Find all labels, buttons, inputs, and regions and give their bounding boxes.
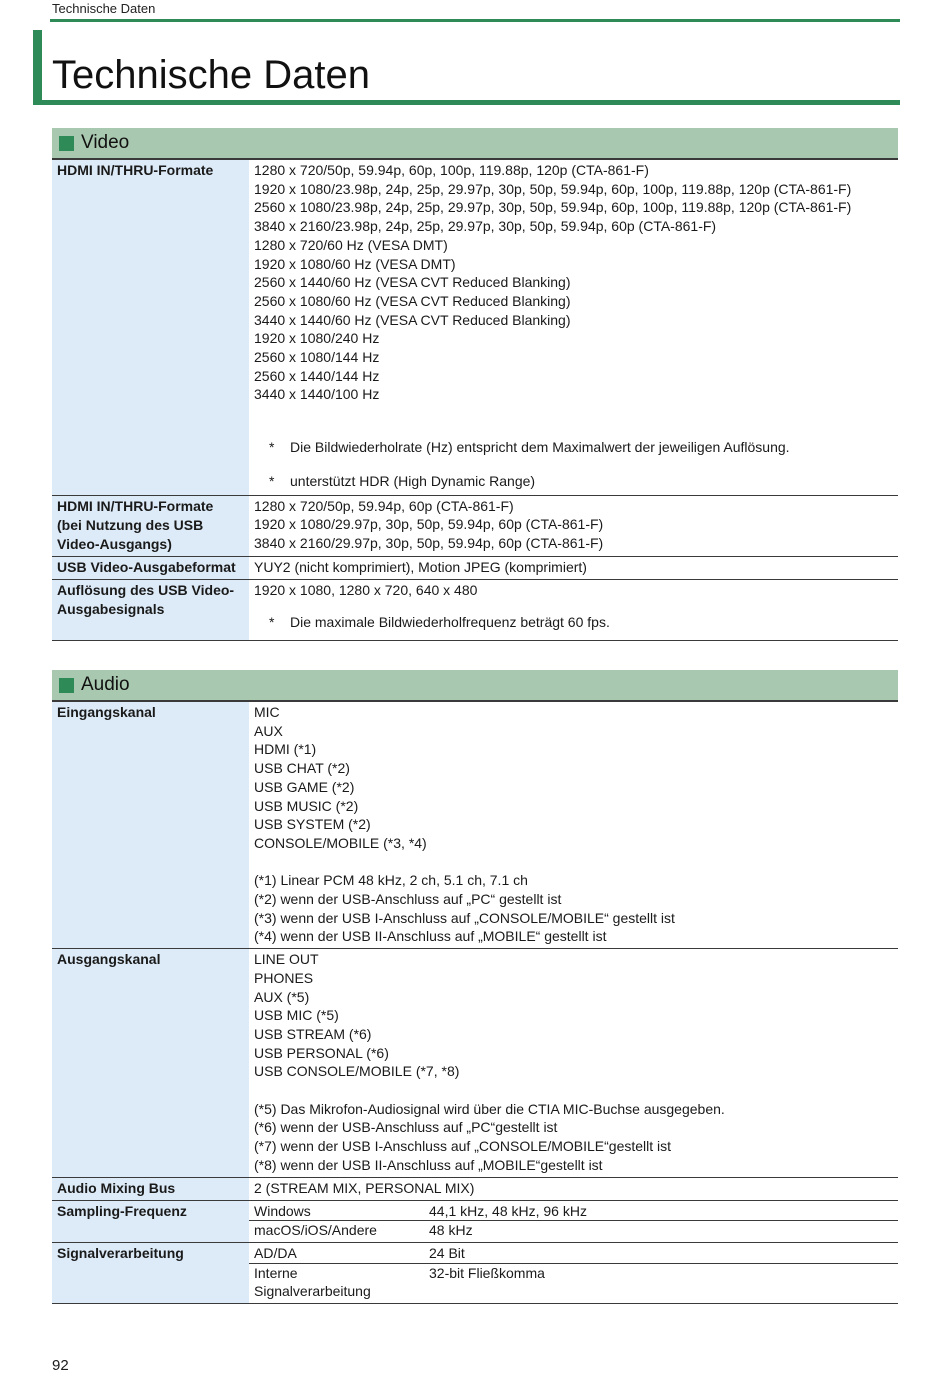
video-heading-text: Video <box>81 132 130 153</box>
format-line: 1280 x 720/50p, 59.94p, 60p (CTA-861-F) <box>254 497 514 514</box>
note <box>254 438 898 457</box>
spec-value: 2 (STREAM MIX, PERSONAL MIX) <box>254 1179 475 1196</box>
footnote: (*5) Das Mikrofon-Audiosignal wird über die CTIA MIC-Buchse ausgegeben. <box>254 1100 725 1117</box>
footnote: (*4) wenn der USB II-Anschluss auf „MOBILE“ gestellt ist <box>254 928 607 945</box>
format-line: 2560 x 1080/23.98p, 24p, 25p, 29.97p, 30p, 50p, 59.94p, 60p, 100p, 119.88p, 120p (CTA-861-F) <box>254 199 852 216</box>
spec-value <box>249 160 898 495</box>
channel-line: PHONES <box>254 969 314 986</box>
spec-row-hdmi-formats <box>52 160 898 496</box>
spec-label: Sampling-Frequenz <box>52 1201 249 1242</box>
format-line: 1280 x 720/50p, 59.94p, 60p, 100p, 119.88p, 120p (CTA-861-F) <box>254 162 649 178</box>
format-line: 1920 x 1080/60 Hz (VESA DMT) <box>254 255 456 272</box>
title-rule <box>33 100 900 105</box>
asterisk-icon: * <box>269 439 275 456</box>
audio-section <box>52 670 898 1304</box>
channel-line: USB SYSTEM (*2) <box>254 816 371 833</box>
channel-line: LINE OUT <box>254 951 319 968</box>
channel-line: HDMI (*1) <box>254 741 317 758</box>
section-square-icon <box>59 678 74 693</box>
spec-label: USB Video-Ausgabeformat <box>52 557 249 579</box>
channel-line: USB GAME (*2) <box>254 778 355 795</box>
footnote: (*1) Linear PCM 48 kHz, 2 ch, 5.1 ch, 7.1 ch <box>254 872 528 889</box>
section-square-icon <box>59 136 74 151</box>
format-line: 3440 x 1440/60 Hz (VESA CVT Reduced Blanking) <box>254 311 571 328</box>
format-line: 2560 x 1440/60 Hz (VESA CVT Reduced Blanking) <box>254 274 571 291</box>
sub-value: 48 kHz <box>429 1222 473 1239</box>
format-line: 1920 x 1080/240 Hz <box>254 330 380 347</box>
sub-row <box>249 1244 898 1264</box>
note <box>254 472 898 491</box>
asterisk-icon: * <box>269 614 275 631</box>
resolution-line: 1920 x 1080, 1280 x 720, 640 x 480 <box>254 581 478 598</box>
footnote: (*7) wenn der USB I-Anschluss auf „CONSOLE/MOBILE“gestellt ist <box>254 1138 672 1155</box>
channel-line: AUX <box>254 722 283 739</box>
channel-line: USB MUSIC (*2) <box>254 797 359 814</box>
label-line: (bei Nutzung des USB <box>57 516 204 533</box>
channel-line: USB CONSOLE/MOBILE (*7, *8) <box>254 1063 460 1080</box>
spec-row-input-channels <box>52 702 898 949</box>
sub-key <box>254 1264 429 1301</box>
label-line: Video-Ausgangs) <box>57 535 172 552</box>
spec-row-sampling <box>52 1201 898 1243</box>
spec-row-usb-output-resolution <box>52 580 898 641</box>
spec-label: Audio Mixing Bus <box>52 1178 249 1200</box>
format-line: 3440 x 1440/100 Hz <box>254 386 380 403</box>
format-line: 1920 x 1080/23.98p, 24p, 25p, 29.97p, 30p, 50p, 59.94p, 60p, 100p, 119.88p, 120p (CTA-861-F) <box>254 180 852 197</box>
spec-value <box>249 1243 898 1303</box>
channel-line: CONSOLE/MOBILE (*3, *4) <box>254 834 427 851</box>
title-accent-bar <box>33 30 42 105</box>
sub-key-line: Interne <box>254 1264 298 1281</box>
label-line: Ausgabesignals <box>57 600 165 617</box>
sub-row <box>249 1221 898 1240</box>
footnote: (*3) wenn der USB I-Anschluss auf „CONSOLE/MOBILE“ gestellt ist <box>254 909 675 926</box>
page-title: Technische Daten <box>52 53 370 97</box>
channel-line: AUX (*5) <box>254 988 310 1005</box>
spec-row-usb-output-format <box>52 557 898 580</box>
format-line: 3840 x 2160/23.98p, 24p, 25p, 29.97p, 30p, 50p, 59.94p, 60p (CTA-861-F) <box>254 218 717 235</box>
channel-line: USB PERSONAL (*6) <box>254 1044 389 1061</box>
format-line: 2560 x 1440/144 Hz <box>254 367 380 384</box>
header-rule <box>50 19 900 22</box>
spec-label: Signalverarbeitung <box>52 1243 249 1303</box>
video-section-heading <box>52 128 898 160</box>
sub-key: AD/DA <box>254 1244 297 1261</box>
format-line: 3840 x 2160/29.97p, 30p, 50p, 59.94p, 60p (CTA-861-F) <box>254 534 604 551</box>
note-text: Die maximale Bildwiederholfrequenz beträgt 60 fps. <box>290 614 610 631</box>
sub-key: macOS/iOS/Andere <box>254 1222 377 1239</box>
sub-row <box>249 1264 898 1301</box>
sub-row <box>249 1202 898 1222</box>
spec-row-output-channels <box>52 949 898 1177</box>
footnote: (*8) wenn der USB II-Anschluss auf „MOBILE“gestellt ist <box>254 1156 603 1173</box>
format-line: 2560 x 1080/60 Hz (VESA CVT Reduced Blanking) <box>254 292 571 309</box>
format-line: 2560 x 1080/144 Hz <box>254 349 380 366</box>
asterisk-icon: * <box>269 472 275 489</box>
label-line: HDMI IN/THRU-Formate <box>57 497 214 514</box>
spec-label: HDMI IN/THRU-Formate <box>52 160 249 495</box>
spec-row-mixing-bus <box>52 1178 898 1201</box>
format-line: 1920 x 1080/29.97p, 30p, 50p, 59.94p, 60p (CTA-861-F) <box>254 516 604 533</box>
sub-key: Windows <box>254 1202 311 1219</box>
spec-value <box>249 949 898 1176</box>
footnote: (*6) wenn der USB-Anschluss auf „PC“gestellt ist <box>254 1119 558 1136</box>
spec-value: YUY2 (nicht komprimiert), Motion JPEG (komprimiert) <box>254 558 587 575</box>
note <box>254 613 898 632</box>
spec-label: Eingangskanal <box>52 702 249 948</box>
audio-heading-text: Audio <box>81 674 130 695</box>
channel-line: MIC <box>254 704 280 720</box>
spec-label: Ausgangskanal <box>52 949 249 1176</box>
spec-label <box>52 496 249 556</box>
footnote: (*2) wenn der USB-Anschluss auf „PC“ gestellt ist <box>254 891 562 908</box>
label-line: Auflösung des USB Video- <box>57 581 235 598</box>
video-section <box>52 128 898 641</box>
sub-value: 44,1 kHz, 48 kHz, 96 kHz <box>429 1202 587 1219</box>
channel-line: USB STREAM (*6) <box>254 1025 372 1042</box>
sub-value: 32-bit Fließkomma <box>429 1264 545 1281</box>
spec-value <box>249 702 898 948</box>
sub-key-line: Signalverarbeitung <box>254 1283 371 1300</box>
spec-row-processing <box>52 1243 898 1304</box>
spec-value <box>249 1201 898 1242</box>
channel-line: USB MIC (*5) <box>254 1007 339 1024</box>
sub-value: 24 Bit <box>429 1244 465 1261</box>
page-number: 92 <box>52 1357 69 1374</box>
note-text: unterstützt HDR (High Dynamic Range) <box>290 472 536 489</box>
format-line: 1280 x 720/60 Hz (VESA DMT) <box>254 236 448 253</box>
note-text: Die Bildwiederholrate (Hz) entspricht dem Maximalwert der jeweiligen Auflösung. <box>290 439 790 456</box>
channel-line: USB CHAT (*2) <box>254 760 350 777</box>
spec-value <box>249 580 898 640</box>
audio-section-heading <box>52 670 898 702</box>
spec-value <box>249 496 898 556</box>
running-header: Technische Daten <box>52 1 156 16</box>
spec-row-hdmi-formats-usb <box>52 496 898 557</box>
spec-label <box>52 580 249 640</box>
